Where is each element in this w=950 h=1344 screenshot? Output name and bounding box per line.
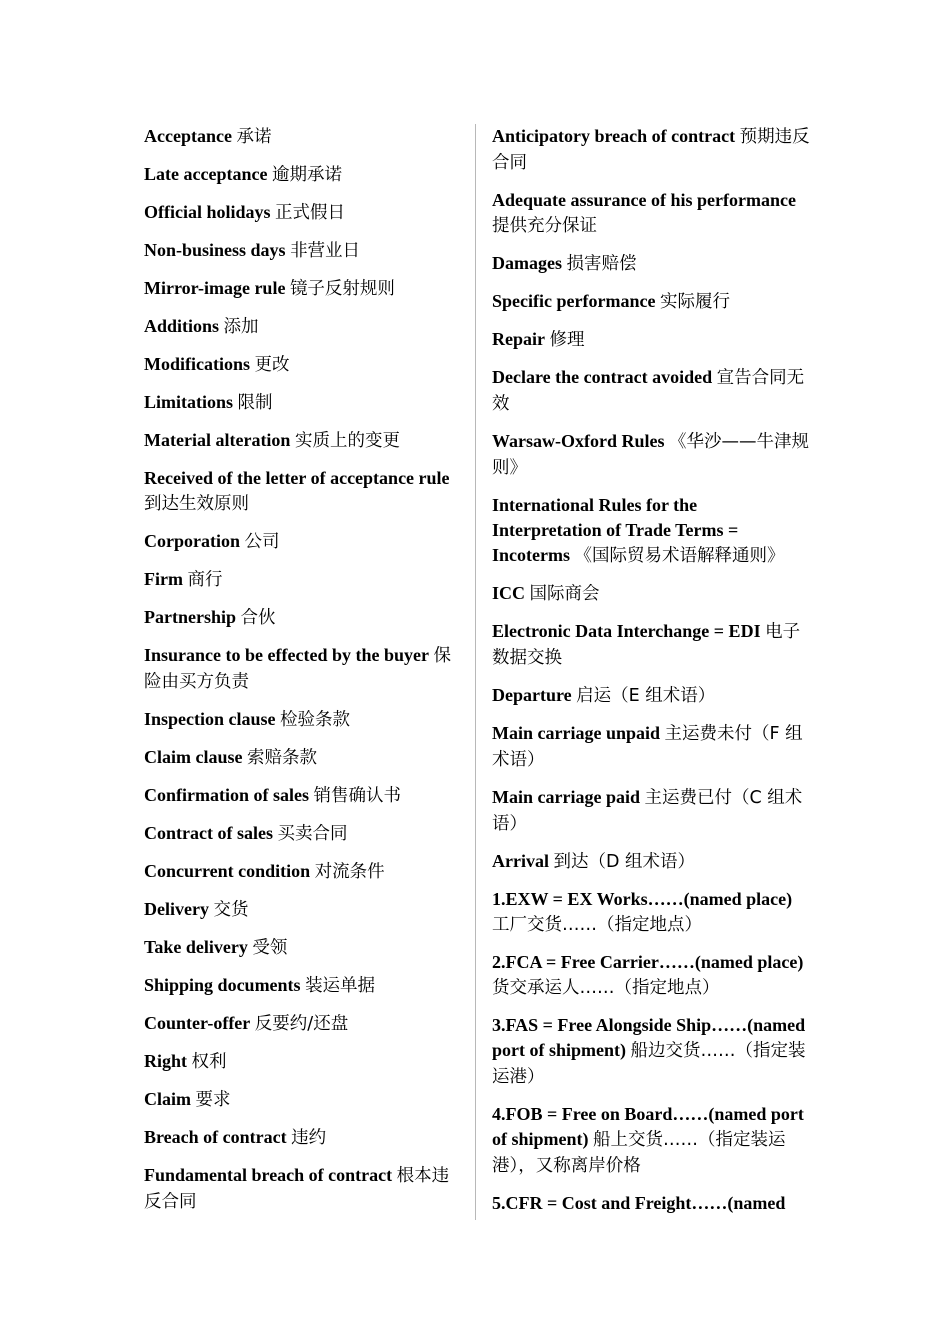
term-chinese: 承诺 [236, 127, 272, 147]
glossary-entry [492, 327, 810, 353]
glossary-entry [144, 1011, 460, 1037]
glossary-entry [144, 390, 460, 416]
term-english: Official holidays [144, 202, 271, 222]
term-english: Mirror-image rule [144, 278, 286, 298]
term-english: Departure [492, 685, 572, 705]
term-chinese: 交货 [213, 900, 249, 920]
term-chinese: 逾期承诺 [271, 165, 342, 185]
term-english: Received of the letter of acceptance rule [144, 468, 450, 488]
term-chinese: 到达生效原则 [144, 494, 249, 514]
glossary-entry [144, 1125, 460, 1151]
term-english: Non-business days [144, 240, 286, 260]
term-chinese: 根本违反合同 [144, 1166, 450, 1212]
term-english: Firm [144, 569, 183, 589]
term-chinese: 货交承运人……（指定地点） [492, 978, 720, 998]
term-chinese: 公司 [244, 532, 280, 552]
term-english: 5.CFR = Cost and Freight……(named [492, 1193, 786, 1213]
term-chinese: 主运费未付（F 组术语） [492, 724, 803, 770]
glossary-entry [492, 683, 810, 709]
glossary-entry [492, 124, 810, 176]
term-chinese: 船边交货……（指定装运港） [492, 1041, 806, 1087]
term-english: Acceptance [144, 126, 232, 146]
term-english: Claim clause [144, 747, 243, 767]
term-english: International Rules for the Interpretation of Trade Terms = Incoterms [492, 495, 739, 565]
term-chinese: 销售确认书 [313, 786, 401, 806]
glossary-entry [144, 605, 460, 631]
glossary-entry [144, 567, 460, 593]
glossary-entry [144, 238, 460, 264]
term-chinese: 实际履行 [659, 292, 730, 312]
term-chinese: 启运（E 组术语） [576, 686, 716, 706]
term-english: Shipping documents [144, 975, 301, 995]
term-english: Specific performance [492, 291, 656, 311]
glossary-entry [144, 783, 460, 809]
term-chinese: 买卖合同 [277, 824, 348, 844]
term-chinese: 非营业日 [290, 241, 361, 261]
glossary-entry [492, 251, 810, 277]
term-english: Right [144, 1051, 188, 1071]
term-english: Inspection clause [144, 709, 276, 729]
glossary-entry [144, 200, 460, 226]
term-chinese: 合伙 [240, 608, 276, 628]
term-english: Contract of sales [144, 823, 273, 843]
term-chinese: 受领 [252, 938, 288, 958]
term-chinese: 提供充分保证 [492, 216, 597, 236]
term-english: Breach of contract [144, 1127, 287, 1147]
term-english: Electronic Data Interchange = EDI [492, 621, 761, 641]
term-english: 4.FOB = Free on Board……(named port of shipment) [492, 1104, 804, 1149]
glossary-entry [144, 1087, 460, 1113]
term-english: Confirmation of sales [144, 785, 309, 805]
term-chinese: 损害赔偿 [566, 254, 637, 274]
column-divider [475, 124, 476, 1220]
glossary-entry [492, 619, 810, 671]
glossary-entry [144, 276, 460, 302]
term-chinese: 检验条款 [280, 710, 351, 730]
glossary-entry [144, 745, 460, 771]
glossary-entry [492, 1013, 810, 1090]
glossary-entry [492, 849, 810, 875]
term-english: Adequate assurance of his performance [492, 190, 796, 210]
glossary-entry [144, 973, 460, 999]
term-chinese: 正式假日 [275, 203, 346, 223]
term-chinese: 违约 [291, 1128, 327, 1148]
glossary-entry [144, 821, 460, 847]
term-english: Material alteration [144, 430, 291, 450]
glossary-entry [492, 785, 810, 837]
glossary-column-left [144, 124, 460, 1227]
glossary-entry [492, 581, 810, 607]
term-chinese: 《华沙——牛津规则》 [492, 432, 809, 478]
glossary-entry [144, 529, 460, 555]
glossary-entry [144, 859, 460, 885]
term-chinese: 索赔条款 [247, 748, 317, 768]
glossary-entry [492, 1102, 810, 1179]
term-english: Partnership [144, 607, 236, 627]
term-chinese: 添加 [223, 317, 259, 337]
term-chinese: 保险由买方负责 [144, 646, 451, 692]
term-english: Declare the contract avoided [492, 367, 713, 387]
term-english: Fundamental breach of contract [144, 1165, 393, 1185]
term-english: Delivery [144, 899, 209, 919]
glossary-entry [492, 289, 810, 315]
term-chinese: 反要约/还盘 [254, 1014, 349, 1034]
term-english: Counter-offer [144, 1013, 251, 1033]
glossary-entry [144, 707, 460, 733]
term-english: Modifications [144, 354, 250, 374]
term-chinese: 宣告合同无效 [492, 368, 805, 414]
glossary-entry [144, 352, 460, 378]
glossary-entry [492, 429, 810, 481]
term-chinese: 船上交货……（指定装运港），又称离岸价格 [492, 1130, 786, 1176]
term-chinese: 实质上的变更 [294, 431, 400, 451]
glossary-entry [144, 1163, 460, 1215]
term-chinese: 电子数据交换 [492, 622, 801, 668]
term-chinese: 镜子反射规则 [289, 279, 395, 299]
term-english: 3.FAS = Free Alongside Ship……(named port of shipment) [492, 1015, 806, 1060]
term-english: Main carriage unpaid [492, 723, 661, 743]
glossary-column-right [492, 124, 810, 1228]
glossary-entry [144, 643, 460, 695]
term-chinese: 主运费已付（C 组术语） [492, 788, 803, 834]
term-chinese: 限制 [237, 393, 273, 413]
glossary-entry [492, 950, 810, 1001]
term-english: 2.FCA = Free Carrier……(named place) [492, 952, 804, 972]
glossary-entry [144, 124, 460, 150]
term-english: Take delivery [144, 937, 248, 957]
glossary-entry [144, 1049, 460, 1075]
term-english: Warsaw-Oxford Rules [492, 431, 665, 451]
term-english: Main carriage paid [492, 787, 640, 807]
glossary-entry [144, 428, 460, 454]
term-chinese: 工厂交货……（指定地点） [492, 915, 702, 935]
term-english: Anticipatory breach of contract [492, 126, 736, 146]
term-english: Insurance to be effected by the buyer [144, 645, 429, 665]
term-chinese: 到达（D 组术语） [553, 852, 696, 872]
term-chinese: 《国际贸易术语解释通则》 [574, 546, 785, 566]
glossary-entry [144, 314, 460, 340]
glossary-entry [144, 935, 460, 961]
term-chinese: 商行 [187, 570, 223, 590]
term-english: Corporation [144, 531, 240, 551]
term-english: Claim [144, 1089, 191, 1109]
term-english: Damages [492, 253, 562, 273]
term-english: Additions [144, 316, 220, 336]
glossary-entry [492, 1191, 810, 1216]
term-chinese: 装运单据 [305, 976, 376, 996]
glossary-entry [492, 887, 810, 938]
term-english: ICC [492, 583, 526, 603]
glossary-entry [492, 188, 810, 239]
term-chinese: 对流条件 [314, 862, 385, 882]
term-chinese: 国际商会 [529, 584, 600, 604]
term-english: Arrival [492, 851, 549, 871]
term-english: Late acceptance [144, 164, 268, 184]
glossary-entry [492, 721, 810, 773]
glossary-entry [144, 897, 460, 923]
term-english: Repair [492, 329, 545, 349]
glossary-entry [492, 365, 810, 417]
term-chinese: 要求 [195, 1090, 231, 1110]
term-chinese: 预期违反合同 [492, 127, 810, 173]
glossary-entry [144, 466, 460, 517]
term-english: Concurrent condition [144, 861, 311, 881]
term-english: 1.EXW = EX Works……(named place) [492, 889, 793, 909]
term-chinese: 更改 [254, 355, 290, 375]
glossary-entry [492, 493, 810, 569]
term-chinese: 权利 [191, 1052, 227, 1072]
term-english: Limitations [144, 392, 234, 412]
glossary-entry [144, 162, 460, 188]
term-chinese: 修理 [549, 330, 585, 350]
